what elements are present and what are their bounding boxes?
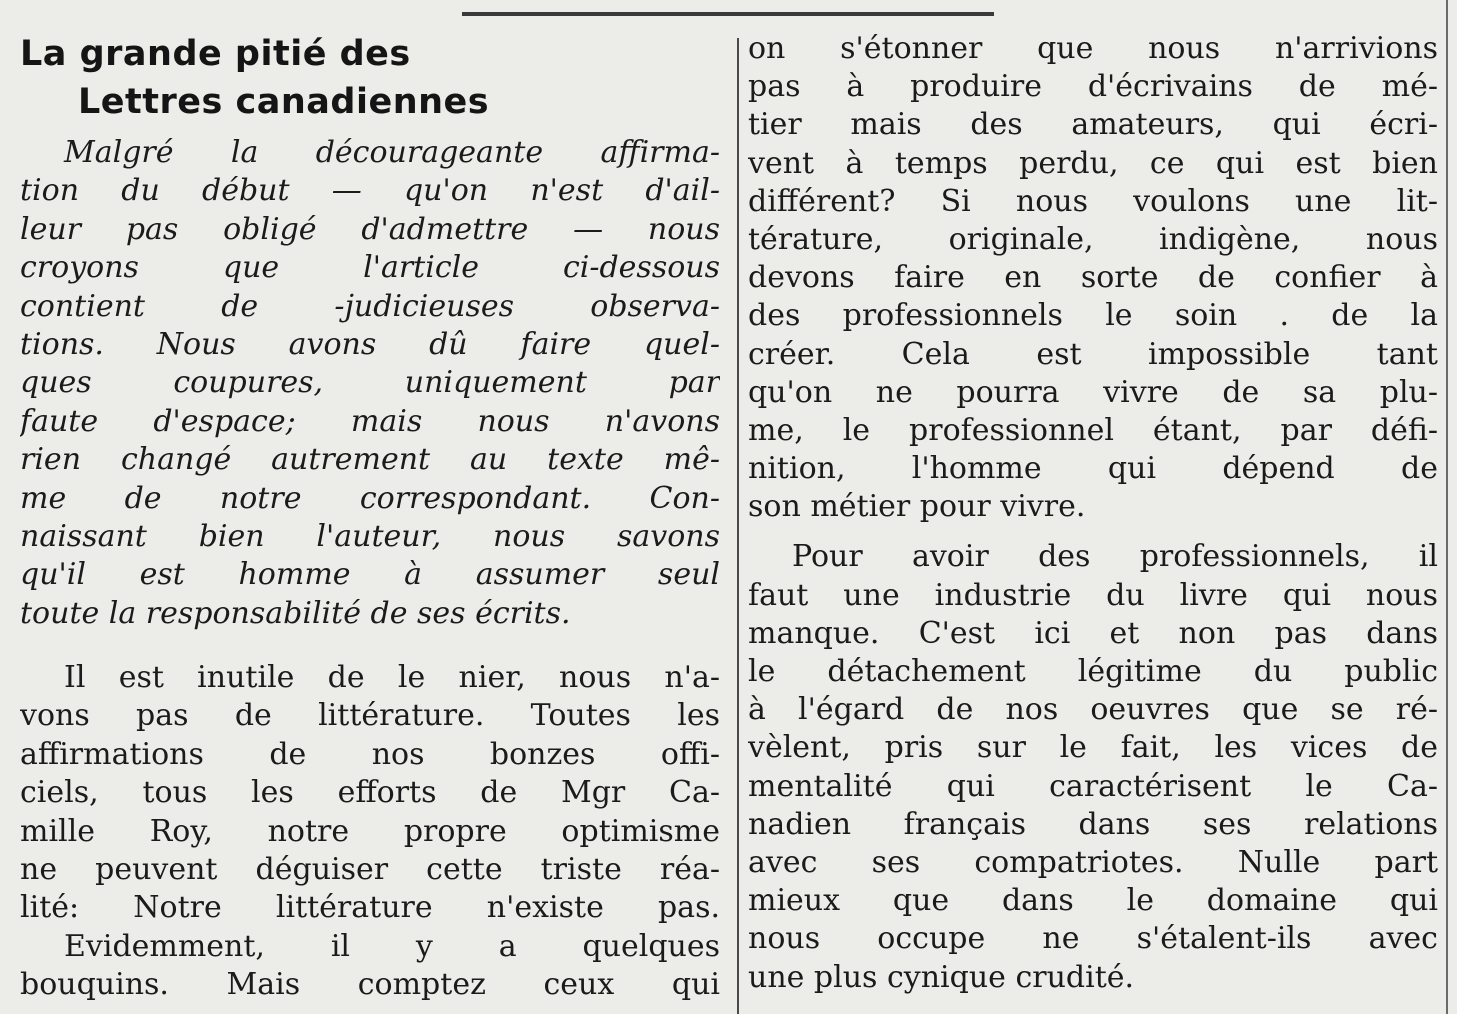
intro-line: croyons que l'article ci-dessous xyxy=(20,250,720,286)
headline-line-1: La grande pitié des xyxy=(20,34,411,74)
editor-note xyxy=(20,134,720,633)
body-line: ne peuvent déguiser cette triste réa- xyxy=(20,852,720,888)
intro-line: qu'il est homme à assumer seul xyxy=(20,557,720,593)
right-column xyxy=(748,30,1438,997)
intro-line: tions. Nous avons dû faire quel- xyxy=(20,326,720,362)
body-line: me, le professionnel étant, par défi- xyxy=(748,412,1438,448)
body-line: créer. Cela est impossible tant xyxy=(748,336,1438,372)
body-line: son métier pour vivre. xyxy=(748,489,1086,525)
body-line: nition, l'homme qui dépend de xyxy=(748,451,1438,487)
body-right-paragraph-1 xyxy=(748,30,1438,526)
body-line: vèlent, pris sur le fait, les vices de xyxy=(748,730,1438,766)
body-line: vent à temps perdu, ce qui est bien xyxy=(748,145,1438,181)
body-line: différent? Si nous voulons une lit- xyxy=(748,183,1438,219)
left-column xyxy=(20,30,720,1005)
body-line: devons faire en sorte de confier à xyxy=(748,260,1438,296)
body-left xyxy=(20,659,720,1005)
intro-line: toute la responsabilité de ses écrits. xyxy=(20,595,571,631)
body-right-paragraph-2 xyxy=(748,538,1438,996)
body-line: bouquins. Mais comptez ceux qui xyxy=(20,967,720,1003)
page-edge-rule xyxy=(1446,0,1448,1014)
headline-line-2: Lettres canadiennes xyxy=(78,82,490,122)
top-rule xyxy=(462,12,994,16)
body-line: nadien français dans ses relations xyxy=(748,806,1438,842)
body-line: des professionnels le soin . de la xyxy=(748,298,1438,334)
intro-line: faute d'espace; mais nous n'avons xyxy=(20,403,720,439)
body-line: à l'égard de nos oeuvres que se ré- xyxy=(748,692,1438,728)
intro-line: Malgré la décourageante affirma- xyxy=(64,135,720,170)
body-line: une plus cynique crudité. xyxy=(748,959,1135,995)
body-line: vons pas de littérature. Toutes les xyxy=(20,698,720,734)
intro-line: me de notre correspondant. Con- xyxy=(20,480,720,516)
body-line: mentalité qui caractérisent le Ca- xyxy=(748,768,1438,804)
body-line: mieux que dans le domaine qui xyxy=(748,883,1438,919)
body-line: manque. C'est ici et non pas dans xyxy=(748,615,1438,651)
article-headline xyxy=(20,30,720,126)
body-line: affirmations de nos bonzes offi- xyxy=(20,736,720,772)
intro-line: contient de -judicieuses observa- xyxy=(20,288,720,324)
body-line: tier mais des amateurs, qui écri- xyxy=(748,107,1438,143)
body-line: le détachement légitime du public xyxy=(748,654,1438,689)
body-line: nous occupe ne s'étalent-ils avec xyxy=(748,921,1438,957)
body-line: on s'étonner que nous n'arrivions xyxy=(748,31,1438,66)
body-line: Il est inutile de le nier, nous n'a- xyxy=(64,660,720,696)
intro-line: naissant bien l'auteur, nous savons xyxy=(20,518,720,554)
intro-line: rien changé autrement au texte mê- xyxy=(20,442,720,478)
body-line: qu'on ne pourra vivre de sa plu- xyxy=(748,374,1438,410)
body-line: pas à produire d'écrivains de mé- xyxy=(748,69,1438,105)
body-line: mille Roy, notre propre optimisme xyxy=(20,813,720,849)
body-line: lité: Notre littérature n'existe pas. xyxy=(20,890,720,926)
body-line: ciels, tous les efforts de Mgr Ca- xyxy=(20,775,720,811)
intro-line: leur pas obligé d'admettre — nous xyxy=(20,211,720,247)
body-line: avec ses compatriotes. Nulle part xyxy=(748,844,1438,880)
column-rule xyxy=(737,38,739,1014)
body-line: Evidemment, il y a quelques xyxy=(64,928,720,964)
body-line: faut une industrie du livre qui nous xyxy=(748,577,1438,613)
body-line: térature, originale, indigène, nous xyxy=(748,221,1438,257)
intro-line: tion du début — qu'on n'est d'ail- xyxy=(20,173,720,209)
intro-line: ques coupures, uniquement par xyxy=(20,365,720,401)
body-line: Pour avoir des professionnels, il xyxy=(792,539,1438,575)
